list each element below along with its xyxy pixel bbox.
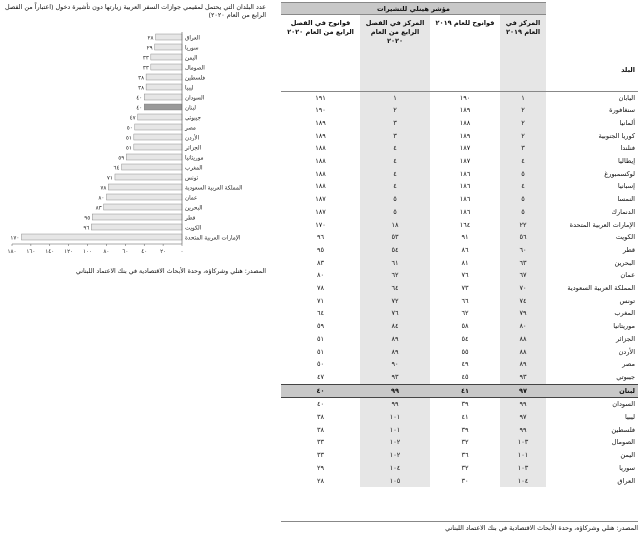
cell-r20: ٣ (360, 130, 430, 143)
cell-p20: ٤٠ (281, 384, 360, 398)
cell-r19: ١٠٣ (500, 436, 546, 449)
cell-r19: ١٠٤ (500, 475, 546, 488)
chart-category-label: سوريا (185, 45, 199, 52)
chart-value-label: ٥٠ (126, 125, 133, 132)
cell-country: تونس (619, 296, 636, 305)
chart-bar (91, 224, 182, 230)
cell-country: قطر (622, 245, 636, 254)
cell-p19: ١٨٦ (459, 169, 471, 178)
table-source: المصدر: هنلي وشركاؤه، وحدة الأبحاث الاقتصادية في بنك الاعتماد اللبناني (281, 521, 638, 532)
cell-country: ليبيا (625, 413, 636, 422)
cell-p20: ٢٨ (316, 476, 325, 485)
henley-index-table (281, 2, 638, 487)
chart-value-label: ٥١ (125, 135, 132, 142)
chart-value-label: ٤٠ (136, 105, 143, 112)
table-row (281, 424, 638, 437)
header-score-2019: قوانوح للعام ٢٠١٩ (430, 15, 500, 92)
table-row (281, 269, 638, 282)
cell-p19: ٨١ (461, 258, 469, 267)
chart-category-label: الصومال (185, 65, 205, 72)
chart-category-label: عمان (185, 195, 198, 202)
cell-country: الإمارات العربية المتحدة (569, 220, 636, 229)
table-row (281, 168, 638, 181)
cell-country: السودان (612, 400, 636, 409)
chart-bar (144, 104, 182, 110)
chart-category-label: قطر (185, 215, 196, 222)
chart-bar (144, 94, 182, 100)
table-row (281, 307, 638, 320)
chart-bar (155, 44, 182, 50)
cell-r19: ٦٠ (500, 244, 546, 257)
table-row (281, 436, 638, 449)
cell-p19: ١٨٦ (459, 195, 471, 204)
cell-p20: ٣٣ (316, 451, 325, 460)
cell-p19: ٣٩ (461, 425, 469, 434)
cell-country: الجزائر (615, 334, 636, 343)
cell-p20: ٥٠ (316, 360, 325, 369)
chart-bar (108, 184, 182, 190)
cell-r20: ٤ (360, 155, 430, 168)
cell-p20: ١٨٨ (315, 144, 326, 153)
cell-p19: ٥٥ (461, 347, 469, 356)
cell-p19: ٧٦ (461, 271, 469, 280)
cell-country: المملكة العربية السعودية (567, 284, 636, 293)
chart-x-tick-label: ١٠٠ (83, 249, 93, 255)
cell-r20: ٤ (360, 168, 430, 181)
cell-p20: ٢٩ (316, 463, 325, 472)
table-row (281, 346, 638, 359)
chart-bar (138, 114, 182, 120)
data-table (281, 2, 638, 487)
cell-r19: ٦٧ (500, 269, 546, 282)
header-score-2020: قوانوح في الفصل الرابع من العام ٢٠٢٠ (281, 15, 360, 92)
bar-chart (4, 30, 266, 266)
table-row (281, 411, 638, 424)
header-rank-2020: المركز في الفصل الرابع من العام ٢٠٢٠ (360, 15, 430, 92)
chart-title: عدد البلدان التي يحتمل لمقيمي جوازات السفر العربية زيارتها دون تأشيرة دخول (اعتباراً من الفصل الرابع من العام ٢٠٢٠) (5, 3, 266, 19)
cell-p20: ١٨٨ (315, 182, 326, 191)
cell-country: فلسطين (611, 425, 636, 434)
cell-r20: ٥٤ (360, 244, 430, 257)
chart-value-label: ٢٨ (147, 35, 154, 42)
chart-x-tick-label: ١٦٠ (26, 249, 36, 255)
cell-p20: ١٨٧ (315, 207, 326, 216)
chart-category-label: البحرين (185, 205, 203, 212)
chart-category-label: المغرب (185, 165, 203, 172)
cell-country: إسبانيا (617, 182, 636, 191)
table-row (281, 475, 638, 488)
table-row (281, 257, 638, 270)
chart-category-label: جيبوتي (185, 115, 201, 122)
cell-p19: ٣٢ (461, 463, 469, 472)
chart-bar (134, 134, 182, 140)
cell-p20: ١٨٩ (315, 118, 326, 127)
cell-country: ألمانيا (619, 118, 636, 127)
cell-r20: ٨٤ (360, 320, 430, 333)
cell-r20: ٥ (360, 206, 430, 219)
cell-r19: ٩٧ (500, 411, 546, 424)
cell-r19: ٢ (500, 117, 546, 130)
cell-country: كوريا الجنوبية (598, 131, 636, 140)
cell-r19: ١٠٣ (500, 462, 546, 475)
cell-p20: ١٨٨ (315, 157, 326, 166)
cell-p19: ٦٦ (461, 296, 469, 305)
table-row (281, 219, 638, 232)
cell-p19: ٩١ (461, 233, 469, 242)
chart-value-label: ١٧٠ (10, 235, 20, 242)
table-row (281, 155, 638, 168)
chart-bar (156, 34, 182, 40)
table-row (281, 193, 638, 206)
cell-p19: ٣٠ (461, 476, 469, 485)
cell-r19: ٥ (500, 206, 546, 219)
cell-r20: ١ (360, 91, 430, 104)
cell-p20: ٨٣ (316, 258, 325, 267)
chart-category-label: لبنان (185, 105, 196, 112)
cell-r20: ٦٤ (360, 282, 430, 295)
cell-p20: ١٨٧ (315, 195, 326, 204)
cell-r20: ٣ (360, 117, 430, 130)
cell-r20: ٤ (360, 142, 430, 155)
cell-r19: ٦٣ (500, 257, 546, 270)
cell-p20: ٥١ (316, 334, 325, 343)
cell-r19: ٢٢ (500, 219, 546, 232)
chart-bar (106, 194, 182, 200)
cell-r20: ١٠٤ (360, 462, 430, 475)
chart-bar (126, 154, 182, 160)
table-row (281, 320, 638, 333)
chart-category-label: ليبيا (185, 85, 194, 92)
table-row (281, 295, 638, 308)
chart-bar (122, 164, 182, 170)
cell-r19: ٧٠ (500, 282, 546, 295)
table-row (281, 244, 638, 257)
chart-category-label: تونس (185, 175, 199, 182)
chart-category-label: مصر (185, 125, 196, 132)
table-row (281, 462, 638, 475)
cell-p19: ٦٢ (461, 309, 469, 318)
header-country: البلد (546, 15, 638, 92)
cell-country: مصر (622, 360, 636, 369)
table-row (281, 371, 638, 384)
cell-r20: ٦١ (360, 257, 430, 270)
cell-p19: ٨٦ (461, 245, 469, 254)
table-row (281, 398, 638, 411)
table-row (281, 282, 638, 295)
chart-category-label: العراق (185, 35, 200, 42)
cell-r20: ٩٩ (360, 398, 430, 411)
chart-category-label: المملكة العربية السعودية (185, 185, 243, 192)
chart-category-label: الكويت (185, 225, 202, 232)
cell-r20: ٧٦ (360, 307, 430, 320)
cell-p19: ٥٤ (461, 334, 469, 343)
cell-p19: ١٨٦ (459, 182, 471, 191)
chart-value-label: ٣٨ (138, 75, 145, 82)
cell-p20: ٩٦ (316, 233, 325, 242)
cell-r19: ٢ (500, 104, 546, 117)
cell-r19: ٤ (500, 180, 546, 193)
chart-source: المصدر: هنلي وشركاؤه، وحدة الأبحاث الاقتصادية في بنك الاعتماد اللبناني (75, 268, 266, 275)
cell-p20: ٤٠ (316, 400, 325, 409)
cell-p20: ٣٨ (316, 413, 325, 422)
cell-p19: ١٨٩ (459, 106, 471, 115)
table-row (281, 91, 638, 104)
cell-p19: ١٨٩ (459, 131, 471, 140)
table-row (281, 206, 638, 219)
cell-country: سوريا (619, 463, 636, 472)
cell-p19: ٣٩ (461, 400, 469, 409)
cell-p20: ٧١ (316, 296, 325, 305)
cell-p19: ١٦٤ (459, 220, 471, 229)
cell-country: الأردن (618, 347, 636, 356)
cell-r19: ٨٨ (500, 333, 546, 346)
table-row (281, 384, 638, 398)
cell-r20: ٩٠ (360, 358, 430, 371)
chart-value-label: ٤٧ (129, 115, 136, 122)
chart-x-tick-label: ٨٠ (103, 249, 110, 255)
cell-country: الدنمارك (611, 207, 636, 216)
cell-p19: ١٩٠ (459, 93, 471, 102)
chart-category-label: الإمارات العربية المتحدة (185, 235, 241, 242)
cell-p20: ١٨٩ (315, 131, 326, 140)
table-row (281, 358, 638, 371)
cell-r19: ٤ (500, 155, 546, 168)
chart-bar (135, 124, 182, 130)
cell-p20: ١٩٠ (315, 106, 326, 115)
cell-r20: ٨٩ (360, 333, 430, 346)
chart-bar (115, 174, 182, 180)
table-row (281, 142, 638, 155)
table-row (281, 180, 638, 193)
cell-p19: ٣٢ (461, 438, 469, 447)
cell-p20: ٩٥ (316, 245, 325, 254)
chart-value-label: ٣٣ (142, 55, 149, 62)
chart-value-label: ٨٠ (98, 195, 105, 202)
chart-bar (146, 74, 182, 80)
cell-r20: ١٨ (360, 219, 430, 232)
cell-p20: ١٧٠ (315, 220, 326, 229)
cell-country: سنغافورة (609, 106, 636, 115)
chart-value-label: ٤٠ (136, 95, 143, 102)
cell-country: الكويت (615, 233, 636, 242)
chart-category-label: موريتانيا (185, 155, 204, 162)
cell-country: لوكسمبورغ (604, 169, 636, 178)
chart-category-label: الأردن (185, 135, 200, 142)
cell-r19: ٩٩ (500, 398, 546, 411)
chart-category-label: فلسطين (185, 75, 206, 82)
chart-x-tick-label: ٤٠ (141, 249, 148, 255)
cell-country: المغرب (614, 309, 636, 318)
table-row (281, 117, 638, 130)
cell-p20: ٣٣ (316, 438, 325, 447)
cell-country: النمسا (617, 195, 636, 204)
cell-p19: ٧٣ (461, 284, 469, 293)
cell-r19: ٣ (500, 142, 546, 155)
cell-r20: ٩٣ (360, 371, 430, 384)
cell-country: جيبوتي (616, 372, 636, 381)
cell-r20: ٥٣ (360, 231, 430, 244)
chart-value-label: ٨٣ (95, 205, 102, 212)
cell-p19: ١٨٧ (459, 144, 471, 153)
table-row (281, 449, 638, 462)
chart-value-label: ٧٨ (100, 185, 107, 192)
chart-bar (21, 234, 182, 240)
cell-r20: ٨٩ (360, 346, 430, 359)
cell-r19: ١ (500, 91, 546, 104)
chart-value-label: ٩٥ (84, 215, 91, 222)
cell-country: عمان (620, 271, 636, 280)
cell-r19: ٨٠ (500, 320, 546, 333)
chart-x-tick-label: ٦٠ (122, 249, 129, 255)
cell-p19: ١٨٧ (459, 157, 471, 166)
cell-r20: ١٠٢ (360, 436, 430, 449)
cell-country: لبنان (546, 384, 638, 398)
cell-p20: ٥٩ (316, 322, 325, 331)
cell-r19: ٩٧ (500, 384, 546, 398)
chart-x-tick-label: ١٢٠ (64, 249, 74, 255)
table-row (281, 231, 638, 244)
cell-r20: ٦٢ (360, 269, 430, 282)
cell-r20: ٥ (360, 193, 430, 206)
cell-r19: ٨٩ (500, 358, 546, 371)
chart-value-label: ٩٦ (83, 225, 90, 232)
cell-r20: ١٠٢ (360, 449, 430, 462)
chart-category-label: الجزائر (185, 145, 202, 152)
cell-country: موريتانيا (613, 322, 636, 331)
cell-r20: ١٠٥ (360, 475, 430, 488)
cell-r19: ٩٣ (500, 371, 546, 384)
chart-category-label: اليمن (185, 55, 198, 62)
cell-p19: ٤١ (461, 413, 469, 422)
chart-bar (104, 204, 182, 210)
chart-value-label: ٦٤ (113, 165, 120, 172)
cell-r20: ٢ (360, 104, 430, 117)
chart-x-tick-label: ٢٠ (160, 249, 167, 255)
cell-p19: ٤٥ (461, 372, 469, 381)
cell-p19: ٤٩ (461, 360, 469, 369)
cell-p20: ٣٨ (316, 425, 325, 434)
cell-p19: ٥٨ (461, 322, 469, 331)
cell-p19: ٤١ (430, 384, 500, 398)
cell-r19: ٢ (500, 130, 546, 143)
cell-r19: ٥ (500, 193, 546, 206)
chart-x-tick-label: ٠ (180, 249, 184, 255)
cell-p20: ١٩١ (315, 93, 326, 102)
chart-value-label: ٧١ (106, 175, 113, 182)
cell-r19: ٨٨ (500, 346, 546, 359)
cell-r20: ٤ (360, 180, 430, 193)
cell-r19: ٧٩ (500, 307, 546, 320)
table-row (281, 333, 638, 346)
cell-p19: ١٨٨ (459, 118, 471, 127)
cell-p20: ٨٠ (316, 271, 325, 280)
table-body (281, 91, 638, 487)
chart-value-label: ٣٨ (138, 85, 145, 92)
cell-p20: ٥١ (316, 347, 325, 356)
header-blank (546, 3, 638, 15)
chart-x-tick-label: ١٨٠ (7, 249, 17, 255)
cell-r19: ٧٤ (500, 295, 546, 308)
header-rank-2019: المركز في العام ٢٠١٩ (500, 15, 546, 92)
cell-country: الصومال (611, 438, 636, 447)
table-row (281, 104, 638, 117)
super-header: مؤشر هينلي للتشيرات (281, 3, 546, 15)
cell-country: البحرين (614, 258, 636, 267)
table-row (281, 130, 638, 143)
cell-country: إيطاليا (617, 157, 636, 166)
cell-r19: ٥ (500, 168, 546, 181)
cell-p19: ٣٦ (461, 451, 469, 460)
chart-value-label: ٥١ (125, 145, 132, 152)
chart-x-tick-label: ١٤٠ (45, 249, 55, 255)
chart-bar (92, 214, 182, 220)
chart-category-label: السودان (185, 95, 205, 102)
cell-p20: ٦٤ (316, 309, 325, 318)
cell-r20: ١٠١ (360, 424, 430, 437)
cell-r20: ١٠١ (360, 411, 430, 424)
chart-bar (151, 54, 182, 60)
cell-r19: ٥٦ (500, 231, 546, 244)
chart-bar (134, 144, 182, 150)
chart-value-label: ٢٩ (146, 45, 153, 52)
cell-country: العراق (617, 476, 636, 485)
cell-r19: ١٠١ (500, 449, 546, 462)
chart-bar (146, 84, 182, 90)
cell-p20: ٤٧ (316, 372, 325, 381)
chart-value-label: ٥٩ (118, 155, 125, 162)
cell-country: فنلندا (620, 144, 636, 153)
cell-country: اليمن (620, 451, 636, 460)
cell-p20: ١٨٨ (315, 169, 326, 178)
chart-value-label: ٣٣ (142, 65, 149, 72)
cell-p20: ٧٨ (316, 284, 325, 293)
chart-bar (151, 64, 182, 70)
cell-r20: ٧٢ (360, 295, 430, 308)
cell-p19: ١٨٦ (459, 207, 471, 216)
cell-country: اليابان (618, 93, 636, 102)
cell-r19: ٩٩ (500, 424, 546, 437)
cell-r20: ٩٩ (360, 384, 430, 398)
